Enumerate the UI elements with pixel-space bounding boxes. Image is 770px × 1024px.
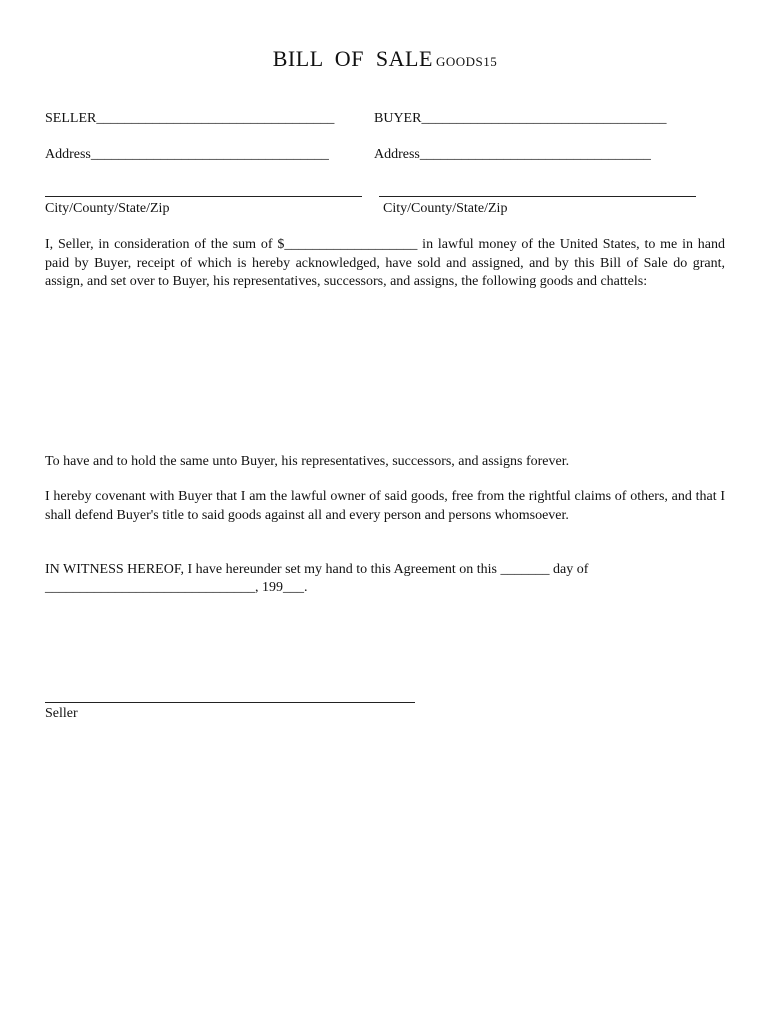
seller-field: SELLER__________________________________ (45, 111, 335, 126)
seller-city-label: City/County/State/Zip (45, 201, 170, 216)
buyer-city-label: City/County/State/Zip (383, 201, 508, 216)
witness-date-line: ______________________________, 199___. (45, 580, 308, 595)
consideration-paragraph: I, Seller, in consideration of the sum of $___________________ in lawful money of the United States, to me in hand paid by Buyer, receipt of which is hereby acknowledged, have sold and assigned, and by this Bill of Sale do grant, assign, and set over to Buyer, his representatives, successors, and assigns, the following goods and chattels: (45, 237, 725, 289)
seller-signature-rule (45, 702, 415, 703)
seller-address-field: Address__________________________________ (45, 147, 329, 162)
seller-signature-label: Seller (45, 706, 78, 721)
buyer-address-field: Address_________________________________ (374, 147, 651, 162)
title-text: BILL OF SALE (272, 46, 433, 71)
document-title (0, 46, 770, 72)
seller-city-rule (45, 196, 362, 197)
habendum-paragraph: To have and to hold the same unto Buyer, his representatives, successors, and assigns forever. (45, 454, 570, 469)
buyer-city-rule (379, 196, 696, 197)
witness-line: IN WITNESS HEREOF, I have hereunder set my hand to this Agreement on this _______ day of (45, 562, 589, 577)
buyer-field: BUYER___________________________________ (374, 111, 667, 126)
form-code: GOODS15 (435, 54, 498, 69)
covenant-paragraph: I hereby covenant with Buyer that I am the lawful owner of said goods, free from the rightful claims of others, and that I shall defend Buyer's title to said goods against all and every person and persons whomsoever. (45, 489, 725, 523)
